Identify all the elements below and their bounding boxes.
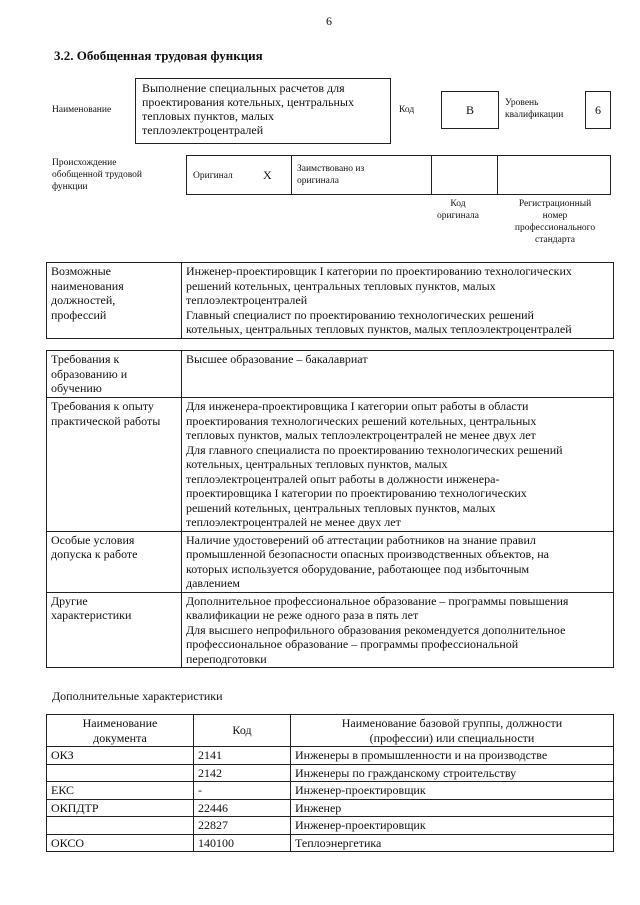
table-row: [47, 592, 614, 668]
requirement-label: Требования к образованию и обучению: [47, 351, 182, 398]
divider: [431, 156, 432, 194]
level-value: 6: [585, 91, 611, 129]
borrowed-label: Заимствовано из оригинала: [297, 164, 365, 186]
code-cell: -: [194, 782, 291, 800]
group-name-cell: Инженеры в промышленности и на производстве: [291, 747, 614, 765]
table-row: [47, 398, 614, 532]
code-cell: 2141: [194, 747, 291, 765]
code-cell: 140100: [194, 834, 291, 852]
table-row: [47, 782, 614, 800]
name-label: Наименование: [52, 105, 112, 115]
doc-name-cell: ОКПДТР: [47, 799, 194, 817]
additional-table: [46, 714, 614, 852]
table-header-row: [47, 715, 614, 747]
requirement-value: Для инженера-проектировщика I категории опыт работы в области проектирования технологических решений котельных, центральных тепловых пунктов, малых теплоэлектроцентралей не менее двух лет Для главного специалиста по проектированию технологических решений котельных, центральных тепловых пунктов, малых теплоэлектроцентралей опыт работы в должности инженера- проектировщика I категории по проектированию технологических решений котельных, центральных тепловых пунктов, малых теплоэлектроцентралей не менее двух лет: [182, 398, 614, 532]
divider: [497, 156, 498, 194]
requirement-label: Особые условия допуска к работе: [47, 531, 182, 592]
table-row: [47, 817, 614, 835]
code-label: Код: [399, 105, 415, 115]
column-header: Код: [194, 715, 291, 747]
requirement-value: Высшее образование – бакалавриат: [182, 351, 614, 398]
requirement-label: Другие характеристики: [47, 592, 182, 668]
group-name-cell: Инженер: [291, 799, 614, 817]
table-row: [47, 747, 614, 765]
group-name-cell: Теплоэнергетика: [291, 834, 614, 852]
group-name-cell: Инженеры по гражданскому строительству: [291, 764, 614, 782]
requirement-label: Требования к опыту практической работы: [47, 398, 182, 532]
divider: [291, 156, 292, 194]
group-name-cell: Инженер-проектировщик: [291, 782, 614, 800]
doc-name-cell: [47, 764, 194, 782]
table-row: [47, 351, 614, 398]
doc-name-cell: ЕКС: [47, 782, 194, 800]
column-header: Наименование документа: [47, 715, 194, 747]
requirement-value: Наличие удостоверений об аттестации работников на знание правил промышленной безопасности опасных производственных объектов, на которых используется оборудование, работающее под избыточным давлением: [182, 531, 614, 592]
origin-table: [186, 155, 611, 195]
code-cell: 22446: [194, 799, 291, 817]
code-cell: 22827: [194, 817, 291, 835]
column-header: Наименование базовой группы, должности (профессии) или специальности: [291, 715, 614, 747]
level-label: Уровень квалификации: [505, 98, 564, 120]
reg-number-caption: Регистрационный номер профессионального стандарта: [514, 199, 596, 245]
doc-name-cell: ОКЗ: [47, 747, 194, 765]
page-number: 6: [326, 14, 332, 28]
group-name-cell: Инженер-проектировщик: [291, 817, 614, 835]
positions-table: [46, 262, 614, 339]
code-cell: 2142: [194, 764, 291, 782]
table-row: [47, 531, 614, 592]
doc-name-cell: [47, 817, 194, 835]
section-title: 3.2. Обобщенная трудовая функция: [54, 48, 263, 63]
original-mark: X: [263, 168, 272, 182]
table-row: [47, 799, 614, 817]
code-value: В: [441, 91, 499, 129]
name-value: Выполнение специальных расчетов для проектирования котельных, центральных тепловых пунктов, малых теплоэлектроцентралей: [135, 78, 391, 144]
table-row: [47, 834, 614, 852]
positions-value: Инженер-проектировщик I категории по проектированию технологических решений котельных, центральных тепловых пунктов, малых теплоэлектроцентралей Главный специалист по проектированию технологических решений котельных, центральных тепловых пунктов, малых теплоэлектроцентралей: [182, 263, 614, 339]
additional-title: Дополнительные характеристики: [52, 689, 223, 703]
positions-label: Возможные наименования должностей, профессий: [47, 263, 182, 339]
origin-label: Происхождение обобщенной трудовой функции: [52, 158, 142, 192]
requirements-table: [46, 350, 614, 668]
table-row: [47, 263, 614, 339]
requirement-value: Дополнительное профессиональное образование – программы повышения квалификации не реже одного раза в пять лет Для высшего непрофильного образования рекомендуется дополнительное профессиональное образование – программы профессиональной переподготовки: [182, 592, 614, 668]
code-original-caption: Код оригинала: [437, 199, 479, 221]
table-row: [47, 764, 614, 782]
original-label: Оригинал: [193, 171, 233, 181]
doc-name-cell: ОКСО: [47, 834, 194, 852]
